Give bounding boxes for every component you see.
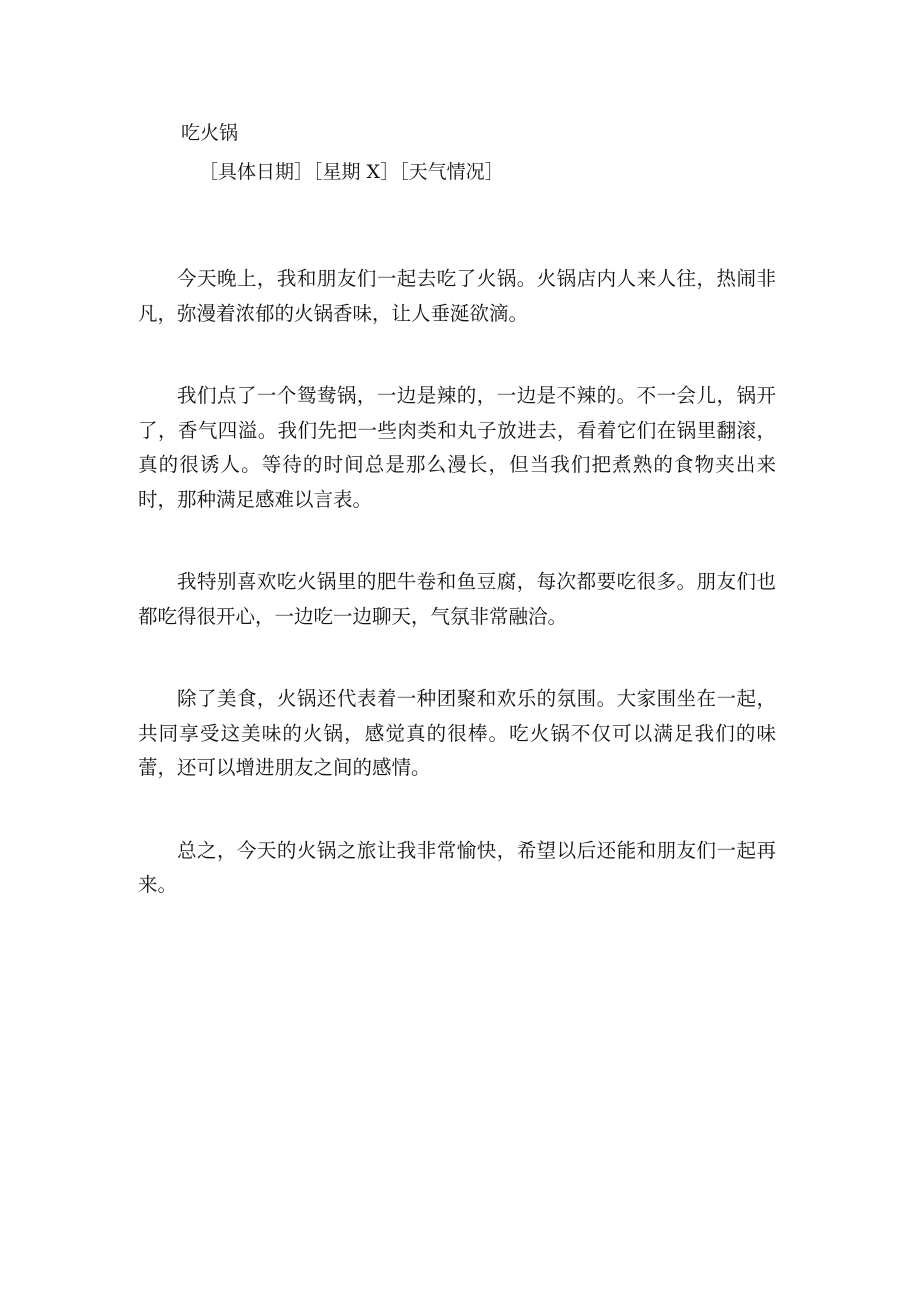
paragraph: 我特别喜欢吃火锅里的肥牛卷和鱼豆腐，每次都要吃很多。朋友们也都吃得很开心，一边吃一边聊天，气氛非常融洽。 [138,570,776,628]
date-weekday-weather-line: ［具体日期］［星期 X］［天气情况］ [199,161,504,183]
document-body [138,262,776,951]
paragraph: 我们点了一个鸳鸯锅，一边是辣的，一边是不辣的。不一会儿，锅开了，香气四溢。我们先把一些肉类和丸子放进去，看着它们在锅里翻滚，真的很诱人。等待的时间总是那么漫长，但当我们把煮熟的食物夹出来时，那种满足感难以言表。 [138,384,776,511]
paragraph: 除了美食，火锅还代表着一种团聚和欢乐的氛围。大家围坐在一起，共同享受这美味的火锅，感觉真的很棒。吃火锅不仅可以满足我们的味蕾，还可以增进朋友之间的感情。 [138,687,776,779]
paragraph: 今天晚上，我和朋友们一起去吃了火锅。火锅店内人来人往，热闹非凡，弥漫着浓郁的火锅香味，让人垂涎欲滴。 [138,267,776,325]
document-title: 吃火锅 [181,122,239,144]
paragraph: 总之，今天的火锅之旅让我非常愉快，希望以后还能和朋友们一起再来。 [138,838,776,896]
